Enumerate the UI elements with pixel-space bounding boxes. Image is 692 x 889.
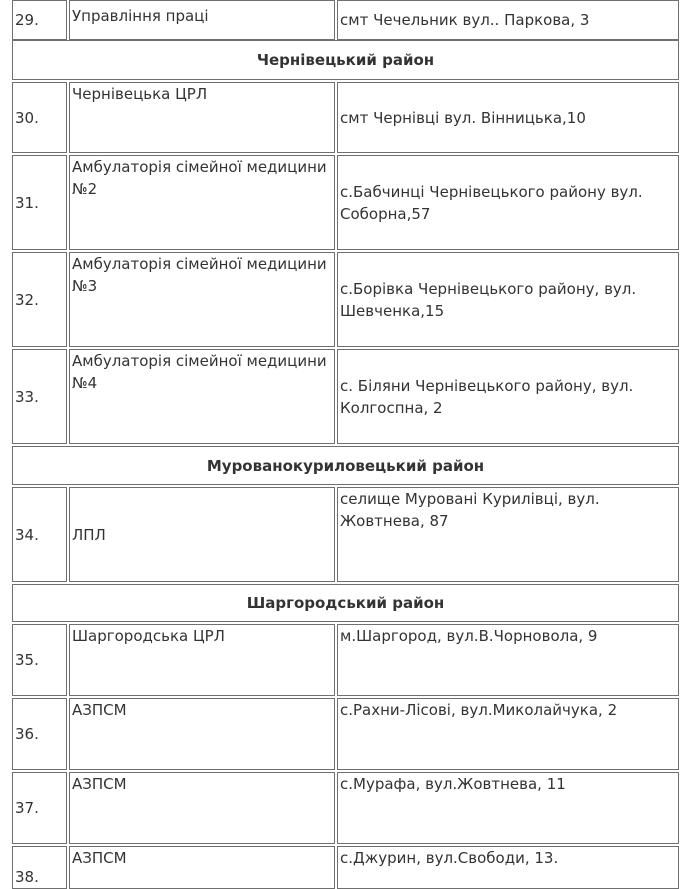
facility-address: с.Мурафа, вул.Жовтнева, 11 [337,772,679,844]
facility-name: Амбулаторія сімейної медицини №2 [69,155,335,250]
facility-address: с.Джурин, вул.Свободи, 13. [337,846,679,889]
facility-address: м.Шаргород, вул.В.Чорновола, 9 [337,624,679,696]
district-header: Шаргородський район [12,584,679,622]
facility-name: Чернівецька ЦРЛ [69,82,335,153]
facility-address: смт Чернівці вул. Вінницька,10 [337,82,679,153]
district-header: Мурованокуриловецький район [12,446,679,485]
facility-address: селище Муровані Курилівці, вул. Жовтнева, 87 [337,487,679,582]
row-number: 30. [12,82,67,153]
facility-address: с.Борівка Чернівецького району, вул. Шевченка,15 [337,252,679,347]
row-number: 33. [12,349,67,444]
facility-name: ЛПЛ [69,487,335,582]
facility-name: Управління праці [69,0,335,40]
facility-name: Амбулаторія сімейної медицини №4 [69,349,335,444]
row-number: 31. [12,155,67,250]
facility-address: с.Рахни-Лісові, вул.Миколайчука, 2 [337,698,679,770]
row-number: 34. [12,487,67,582]
facility-name: Шаргородська ЦРЛ [69,624,335,696]
row-number: 35. [12,624,67,696]
row-number: 32. [12,252,67,347]
facility-address: с.Бабчинці Чернівецького району вул. Соборна,57 [337,155,679,250]
row-number: 38. [12,846,67,889]
facility-name: АЗПСМ [69,846,335,889]
facility-name: АЗПСМ [69,772,335,844]
row-number: 29. [12,0,67,40]
row-number: 37. [12,772,67,844]
row-number: 36. [12,698,67,770]
facility-name: АЗПСМ [69,698,335,770]
facility-name: Амбулаторія сімейної медицини №3 [69,252,335,347]
district-header: Чернівецький район [12,40,679,80]
facility-address: смт Чечельник вул.. Паркова, 3 [337,0,679,40]
facility-address: с. Біляни Чернівецького району, вул. Колгоспна, 2 [337,349,679,444]
